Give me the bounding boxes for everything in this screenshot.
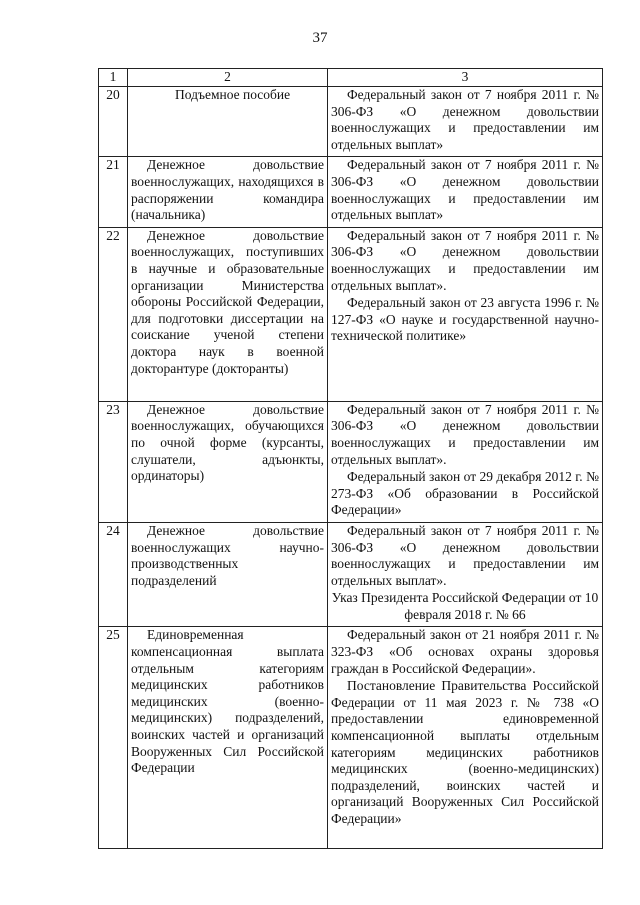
table-row	[99, 522, 603, 627]
row-name	[128, 522, 328, 627]
row-name	[128, 157, 328, 227]
row-name	[128, 401, 328, 522]
name-text: Денежное довольствие военнослужащих, находящихся в распоряжении командира (начальника)	[131, 157, 324, 223]
row-laws	[328, 627, 603, 849]
law-text: Федеральный закон от 23 августа 1996 г. № 127-ФЗ «О науке и государственной научно-технической политике»	[331, 295, 599, 344]
row-laws	[328, 401, 603, 522]
row-number: 21	[99, 157, 128, 227]
row-name	[128, 227, 328, 401]
header-col-2: 2	[128, 69, 328, 87]
row-laws	[328, 227, 603, 401]
law-text: Федеральный закон от 7 ноября 2011 г. № 306-ФЗ «О денежном довольствии военнослужащих и предоставлении им отдельных выплат».	[331, 522, 599, 588]
document-table	[98, 68, 603, 849]
name-text: Денежное довольствие военнослужащих, поступивших в научные и образовательные организации Министерства обороны Российской Федерации, для подготовки диссертации на соискание ученой степени доктора наук в военной докторантуре (докторанты)	[131, 227, 324, 376]
table-row	[99, 627, 603, 849]
name-text: Единовременная компенсационная выплата отдельным категориям медицинских работников медицинских (военно-медицинских) подразделений, воинских частей и организаций Вооруженных Сил Российской Федерации	[131, 627, 324, 776]
row-name: Подъемное пособие	[128, 87, 328, 157]
header-col-1: 1	[99, 69, 128, 87]
table-row	[99, 87, 603, 157]
name-text: Денежное довольствие военнослужащих, обучающихся по очной форме (курсанты, слушатели, адъюнкты, ординаторы)	[131, 401, 324, 484]
row-number: 23	[99, 401, 128, 522]
table-header-row	[99, 69, 603, 87]
row-laws	[328, 522, 603, 627]
row-number: 24	[99, 522, 128, 627]
row-number: 22	[99, 227, 128, 401]
page-number: 37	[312, 30, 328, 46]
law-text: Федеральный закон от 7 ноября 2011 г. № 306-ФЗ «О денежном довольствии военнослужащих и предоставлении им отдельных выплат».	[331, 401, 599, 467]
table-row	[99, 227, 603, 401]
law-text: Постановление Правительства Российской Федерации от 11 мая 2023 г. № 738 «О предоставлении единовременной компенсационной выплаты отдельным категориям медицинских работников медицинских (военно-медицинских) подразделений, воинских частей и организаций Вооруженных Сил Российской Федерации»	[331, 678, 599, 826]
row-laws	[328, 87, 603, 157]
law-text: Федеральный закон от 7 ноября 2011 г. № 306-ФЗ «О денежном довольствии военнослужащих и предоставлении им отдельных выплат»	[331, 157, 599, 223]
table-row	[99, 401, 603, 522]
row-name	[128, 627, 328, 849]
row-number: 20	[99, 87, 128, 157]
row-laws	[328, 157, 603, 227]
header-col-3: 3	[328, 69, 603, 87]
law-text: Федеральный закон от 7 ноября 2011 г. № 306-ФЗ «О денежном довольствии военнослужащих и предоставлении им отдельных выплат»	[331, 87, 599, 152]
law-text: Указ Президента Российской Федерации от 10 февраля 2018 г. № 66	[331, 590, 599, 622]
law-text: Федеральный закон от 29 декабря 2012 г. № 273-ФЗ «Об образовании в Российской Федерации»	[331, 469, 599, 518]
law-text: Федеральный закон от 7 ноября 2011 г. № 306-ФЗ «О денежном довольствии военнослужащих и предоставлении им отдельных выплат».	[331, 227, 599, 293]
table-row	[99, 157, 603, 227]
law-text: Федеральный закон от 21 ноября 2011 г. № 323-ФЗ «Об основах охраны здоровья граждан в Российской Федерации».	[331, 627, 599, 676]
name-text: Денежное довольствие военнослужащих научно-производственных подразделений	[131, 522, 324, 588]
row-number: 25	[99, 627, 128, 849]
